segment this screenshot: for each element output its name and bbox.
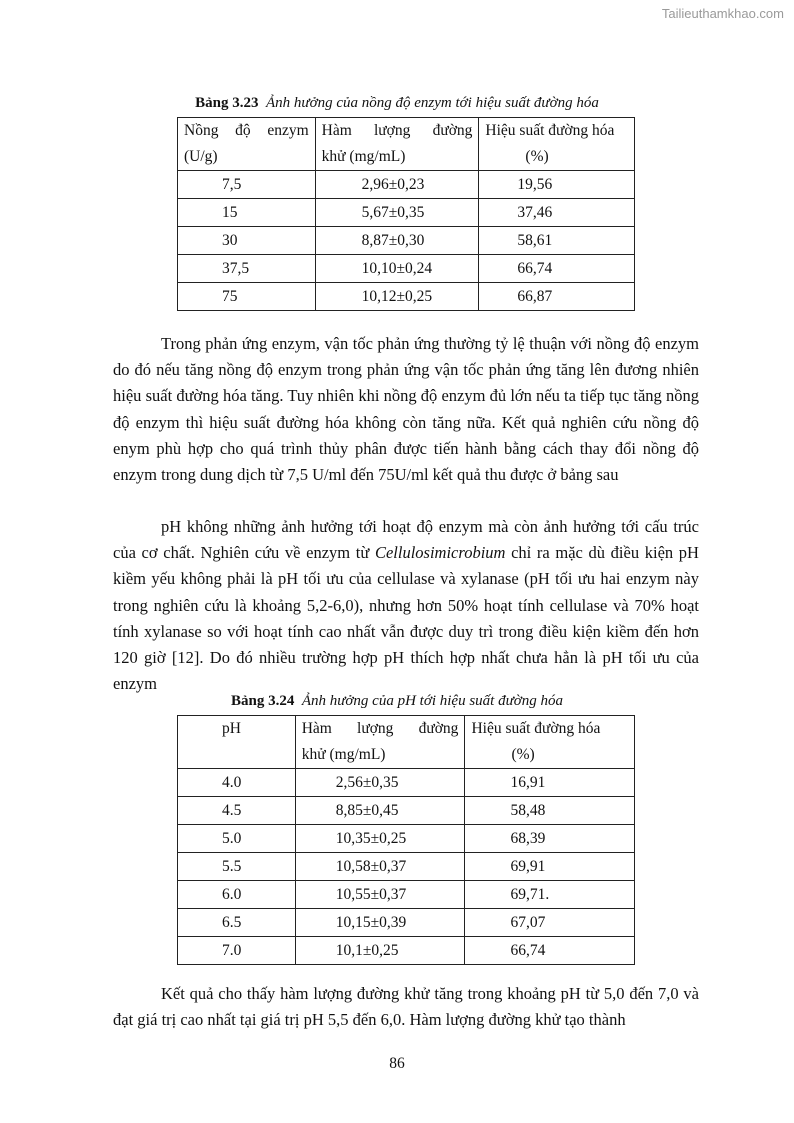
paragraph-ph-effect: pH không những ảnh hưởng tới hoạt độ enzym mà còn ảnh hưởng tới cấu trúc của cơ chất. Nghiên cứu về enzym từ Cellulosimicrobium chỉ ra mặc dù điều kiện pH kiềm yếu không phải là pH tối ưu của cellulase và xylanase (pH tối ưu hai enzym này trong nghiên cứu là khoảng 5,2-6,0), nhưng hơn 50% hoạt tính cellulase và 70% hoạt tính xylanase so với hoạt tính cao nhất vẫn được duy trì trong điều kiện kiềm đến hơn 120 giờ [12]. Do đó nhiều trường hợp pH thích hợp nhất chưa hẳn là pH tối ưu của enzym [113,517,699,694]
table-row [178,255,635,283]
table-cell: 10,55±0,37 [295,881,465,909]
table2-title: Ảnh hưởng của pH tới hiệu suất đường hóa [301,693,564,709]
table1-label: Bảng 3.23 [195,95,259,111]
table-cell: 4.0 [178,769,296,797]
table-row [178,909,635,937]
table1-header-cell: Hiệu suất đường hóa (%) [479,118,635,171]
table1-header-cell: Hàm lượng đường khử (mg/mL) [315,118,479,171]
table-cell: 37,5 [178,255,316,283]
table-cell: 67,07 [465,909,635,937]
table2-header-cell: pH [178,716,296,769]
table-row [178,283,635,311]
table2-label: Bảng 3.24 [230,693,295,709]
table-row [178,769,635,797]
table-cell: 10,12±0,25 [315,283,479,311]
table-row [178,825,635,853]
table-cell: 10,58±0,37 [295,853,465,881]
page-number: 86 [389,1055,405,1072]
table1-title: Ảnh hưởng của nồng độ enzym tới hiệu suất đường hóa [266,95,599,111]
table-cell: 6.0 [178,881,296,909]
table-cell: 7,5 [178,171,316,199]
table-row [178,199,635,227]
table2-caption [0,693,794,710]
table1-caption [0,95,794,112]
table2 [177,715,635,965]
table-row [178,881,635,909]
table-cell: 58,61 [479,227,635,255]
table-cell: 75 [178,283,316,311]
table-cell: 15 [178,199,316,227]
table1-header-cell: Nồng độ enzym (U/g) [178,118,316,171]
table-cell: 2,56±0,35 [295,769,465,797]
table-row [178,937,635,965]
table1 [177,117,635,311]
table1-header-row [178,118,635,171]
paragraph-enzyme-concentration: Trong phản ứng enzym, vận tốc phản ứng thường tỷ lệ thuận với nồng độ enzym do đó nếu tăng nồng độ enzym trong phản ứng vận tốc phản ứng tăng lên đương nhiên hiệu suất đường hóa tăng. Tuy nhiên khi nồng độ enzym đủ lớn nếu ta tiếp tục tăng nồng độ enzym thì hiệu suất đường hóa không còn tăng nữa. Kết quả nghiên cứu nồng độ enym phù hợp cho quá trình thủy phân được tiến hành bằng cách thay đổi nồng độ enzym trong dung dịch từ 7,5 U/ml đến 75U/ml kết quả thu được ở bảng sau [113,334,699,485]
table-cell: 30 [178,227,316,255]
table-cell: 37,46 [479,199,635,227]
table-cell: 66,74 [465,937,635,965]
table-cell: 69,71. [465,881,635,909]
table2-header-cell: Hiệu suất đường hóa (%) [465,716,635,769]
table-row [178,797,635,825]
table-cell: 66,87 [479,283,635,311]
table-cell: 10,15±0,39 [295,909,465,937]
table2-header-cell: Hàm lượng đường khử (mg/mL) [295,716,465,769]
table-row [178,853,635,881]
table-row [178,171,635,199]
table-cell: 8,85±0,45 [295,797,465,825]
table-cell: 2,96±0,23 [315,171,479,199]
table-cell: 66,74 [479,255,635,283]
table-cell: 4.5 [178,797,296,825]
table-cell: 5.0 [178,825,296,853]
table-cell: 10,35±0,25 [295,825,465,853]
table-cell: 16,91 [465,769,635,797]
table-cell: 19,56 [479,171,635,199]
table-cell: 5.5 [178,853,296,881]
table-cell: 69,91 [465,853,635,881]
table2-header-row [178,716,635,769]
watermark: Tailieuthamkhao.com [661,6,784,21]
table-row [178,227,635,255]
paragraph-results: Kết quả cho thấy hàm lượng đường khử tăng trong khoảng pH từ 5,0 đến 7,0 và đạt giá trị cao nhất tại giá trị pH 5,5 đến 6,0. Hàm lượng đường khử tạo thành [113,984,699,1030]
species-name: Cellulosimicrobium [374,543,506,563]
table-cell: 10,10±0,24 [315,255,479,283]
table-cell: 8,87±0,30 [315,227,479,255]
table-cell: 10,1±0,25 [295,937,465,965]
table-cell: 58,48 [465,797,635,825]
table-cell: 7.0 [178,937,296,965]
table-cell: 5,67±0,35 [315,199,479,227]
table-cell: 6.5 [178,909,296,937]
table-cell: 68,39 [465,825,635,853]
